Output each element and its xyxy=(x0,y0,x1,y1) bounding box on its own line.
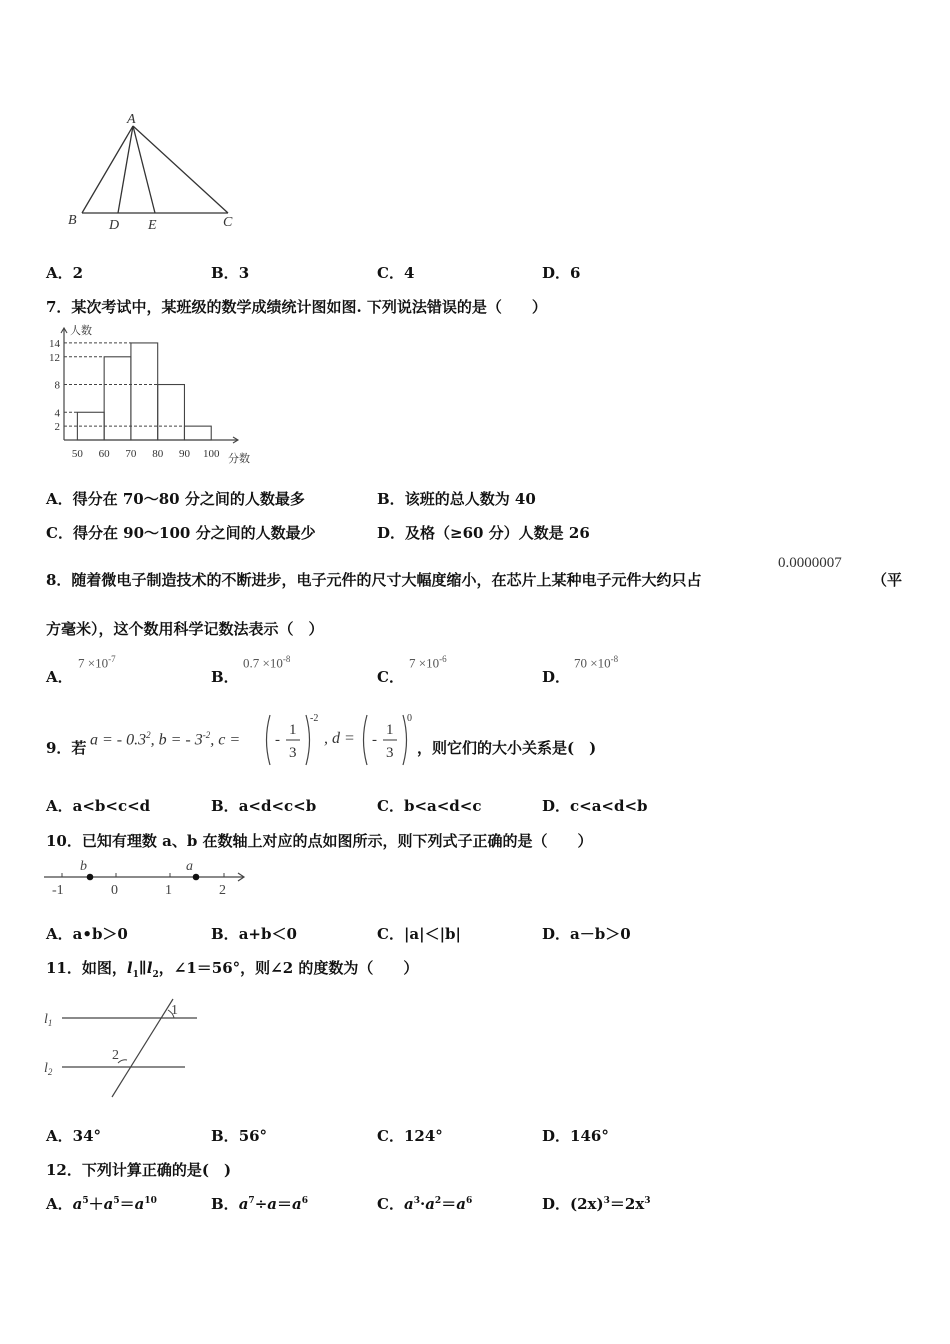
q9-d-lhs: , d = xyxy=(324,730,355,747)
x-tick-label: 90 xyxy=(178,448,190,460)
svg-text:1: 1 xyxy=(386,722,394,738)
svg-text:-: - xyxy=(275,732,280,748)
histogram-bar xyxy=(158,385,185,440)
angle-2-label: 2 xyxy=(112,1048,119,1063)
q8-stem-part1: 8．随着微电子制造技术的不断进步，电子元件的尺寸大幅度缩小，在芯片上某种电子元件大约只占 xyxy=(46,571,702,589)
q11-option-d[interactable]: D．146° xyxy=(542,1127,609,1145)
q7-option-c[interactable]: C．得分在 90～100 分之间的人数最少 xyxy=(46,524,316,542)
tick-label-neg1: -1 xyxy=(52,883,64,898)
point-a-label: a xyxy=(186,859,193,874)
x-axis-label: 分数 xyxy=(228,453,250,465)
q8-option-a-expr: $7 \times 10^{-7}$ xyxy=(78,654,116,671)
triangle-figure xyxy=(60,108,250,238)
label-D: D xyxy=(109,218,120,233)
q9-option-a[interactable]: A．a<b<c<d xyxy=(46,797,151,815)
q8-option-c[interactable]: C． xyxy=(377,668,404,686)
x-tick-label: 70 xyxy=(125,448,137,460)
x-tick-label: 60 xyxy=(98,448,110,460)
q10-option-b[interactable]: B．a+b＜0 xyxy=(211,925,297,943)
tick-label-1: 1 xyxy=(165,883,172,898)
y-tick-label: 8 xyxy=(54,379,60,392)
q6-option-a[interactable]: A．2 xyxy=(46,264,84,282)
histogram-bar xyxy=(104,357,131,440)
l1-label: $l_1$ xyxy=(44,1012,53,1028)
q11-stem: 11．如图，$l_1\parallel l_2$，∠1＝56°，则∠2 的度数为（ ） xyxy=(46,959,419,980)
q7-option-b[interactable]: B．该班的总人数为 40 xyxy=(377,490,536,508)
point-b xyxy=(87,874,94,881)
q8-option-c-expr: $7 \times 10^{-6}$ xyxy=(409,654,447,671)
q8-option-b-expr: $0.7 \times 10^{-8}$ xyxy=(243,654,291,671)
q9-option-d[interactable]: D．c<a<d<b xyxy=(542,797,648,815)
tick-label-0: 0 xyxy=(111,883,118,898)
q9-option-b[interactable]: B．a<d<c<b xyxy=(211,797,317,815)
q7-stem: 7．某次考试中，某班级的数学成绩统计图如图. 下列说法错误的是（ ） xyxy=(46,298,547,316)
parallel-lines-figure xyxy=(40,995,210,1105)
q9-c-fraction xyxy=(262,711,322,769)
q7-option-d[interactable]: D．及格（≥60 分）人数是 26 xyxy=(377,524,590,542)
q12-option-b[interactable]: B．$a^7\div a=a^6$ xyxy=(211,1195,309,1213)
angle-1-label: 1 xyxy=(171,1003,178,1018)
q8-stem-part2: 方毫米），这个数用科学记数法表示（ ） xyxy=(46,620,324,638)
label-C: C xyxy=(223,215,233,230)
q6-option-b[interactable]: B．3 xyxy=(211,264,250,282)
l2-label: $l_2$ xyxy=(44,1061,53,1077)
tick-label-2: 2 xyxy=(219,883,226,898)
q9-d-fraction xyxy=(359,711,419,769)
q10-option-d[interactable]: D．a－b＞0 xyxy=(542,925,631,943)
y-tick-label: 2 xyxy=(54,421,60,434)
q9-suffix: ，则它们的大小关系是( ) xyxy=(417,739,597,757)
q10-stem: 10．已知有理数 a、b 在数轴上对应的点如图所示，则下列式子正确的是（ ） xyxy=(46,832,593,850)
x-tick-label: 80 xyxy=(152,448,164,460)
histogram-bar xyxy=(131,343,158,440)
q9-a-expr: a = - $0.3^2$, b = - $3^{-2}$, c = xyxy=(90,730,241,749)
q6-option-d[interactable]: D．6 xyxy=(542,264,581,282)
q12-stem: 12．下列计算正确的是( ) xyxy=(46,1161,232,1179)
q8-option-a[interactable]: A． xyxy=(46,668,73,686)
x-tick-label: 50 xyxy=(71,448,83,460)
q6-option-c[interactable]: C．4 xyxy=(377,264,415,282)
point-a xyxy=(193,874,200,881)
q12-option-d[interactable]: D．$(2x)^3=2x^3$ xyxy=(542,1195,651,1213)
x-tick-label: 100 xyxy=(202,448,220,460)
y-axis-label: 人数 xyxy=(70,325,92,337)
histogram-chart xyxy=(40,322,270,467)
svg-text:-2: -2 xyxy=(310,713,319,724)
q12-option-a[interactable]: A．$a^5+a^5=a^{10}$ xyxy=(46,1195,157,1213)
svg-text:3: 3 xyxy=(289,745,297,761)
svg-text:0: 0 xyxy=(407,713,412,724)
point-b-label: b xyxy=(80,859,87,874)
q7-option-a[interactable]: A．得分在 70～80 分之间的人数最多 xyxy=(46,490,305,508)
q10-option-c[interactable]: C．|a|＜|b| xyxy=(377,925,461,943)
svg-text:3: 3 xyxy=(386,745,394,761)
y-tick-label: 12 xyxy=(49,351,60,364)
histogram-bar xyxy=(184,426,211,440)
q11-option-c[interactable]: C．124° xyxy=(377,1127,443,1145)
label-B: B xyxy=(68,213,77,228)
label-A: A xyxy=(127,112,136,127)
q8-stem-unit: （平 xyxy=(872,571,903,589)
q9-prefix: 9．若 xyxy=(46,739,87,757)
q9-option-c[interactable]: C．b<a<d<c xyxy=(377,797,482,815)
q8-number: 0.0000007 xyxy=(778,555,842,571)
svg-text:1: 1 xyxy=(289,722,297,738)
number-line xyxy=(40,855,255,900)
y-tick-label: 4 xyxy=(54,407,60,420)
q10-option-a[interactable]: A．a•b＞0 xyxy=(46,925,128,943)
svg-text:-: - xyxy=(372,732,377,748)
q8-option-b[interactable]: B． xyxy=(211,668,239,686)
q8-option-d[interactable]: D． xyxy=(542,668,571,686)
q12-option-c[interactable]: C．$a^3\cdot a^2=a^6$ xyxy=(377,1195,473,1213)
q8-option-d-expr: $70 \times 10^{-8}$ xyxy=(574,654,619,671)
label-E: E xyxy=(148,218,157,233)
q11-option-a[interactable]: A．34° xyxy=(46,1127,102,1145)
q11-option-b[interactable]: B．56° xyxy=(211,1127,268,1145)
y-tick-label: 14 xyxy=(49,337,60,350)
